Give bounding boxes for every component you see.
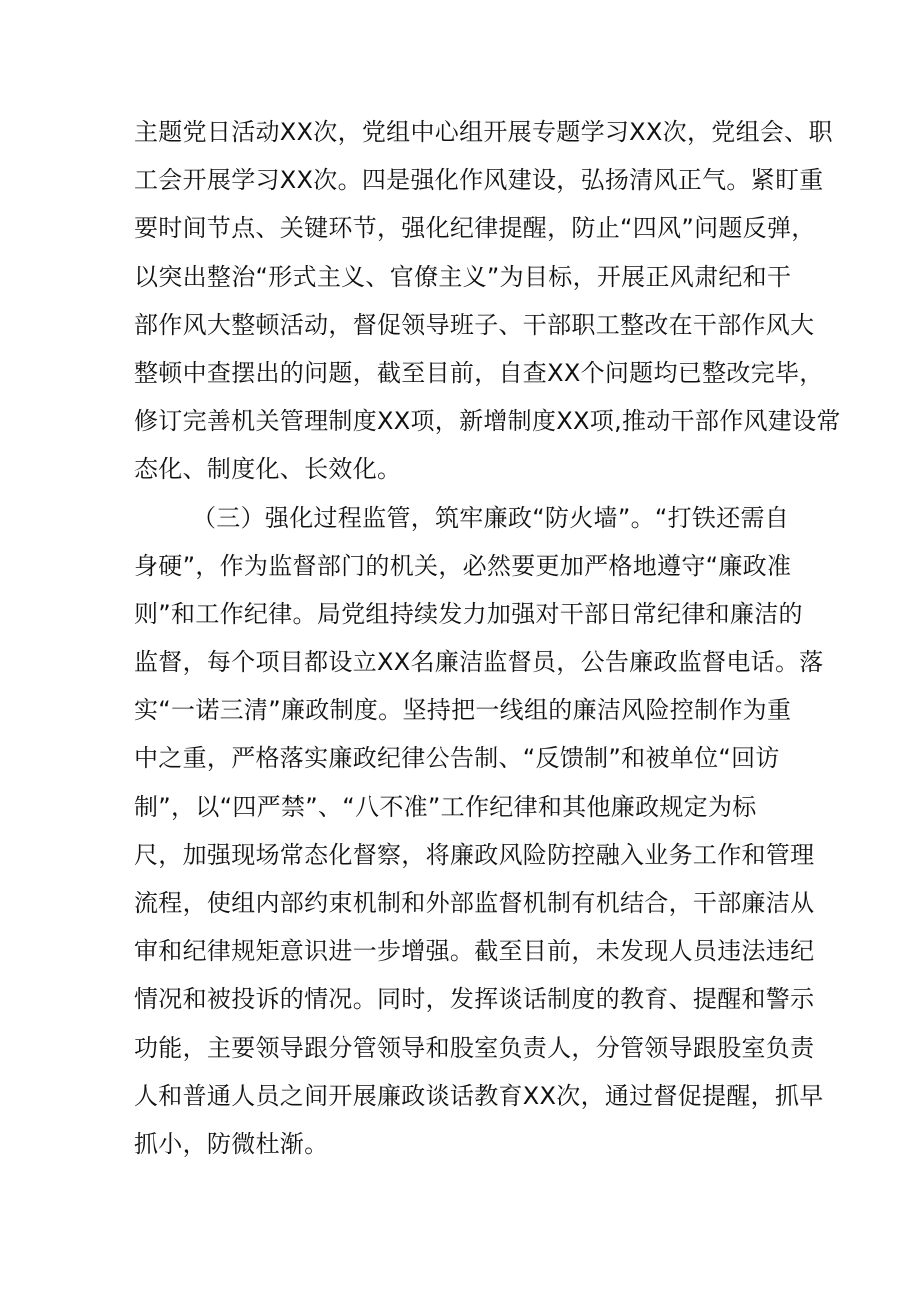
text-line: 制”，以“四严禁”、“八不准”工作纪律和其他廉政规定为标 [134, 792, 757, 821]
paragraph-process-supervision [134, 494, 824, 1169]
text-line: 实“一诺三清”廉政制度。坚持把一线组的廉洁风险控制作为重 [134, 696, 792, 725]
paragraph-work-style [134, 108, 841, 494]
text-line: 工会开展学习XX次。四是强化作风建设，弘扬清风正气。紧盯重 [134, 166, 824, 195]
text-line: 以突出整治“形式主义、官僚主义”为目标，开展正风肃纪和干 [134, 262, 792, 291]
text-line: 流程，使组内部约束机制和外部监督机制有机结合，干部廉洁从 [134, 889, 815, 917]
text-line: 中之重，严格落实廉政纪律公告制、“反馈制”和被单位“回访 [134, 744, 780, 773]
text-line: 修订完善机关管理制度XX项，新增制度XX项,推动干部作风建设常 [134, 407, 841, 436]
text-line: 审和纪律规矩意识进一步增强。截至目前，未发现人员违法违纪 [134, 937, 815, 966]
text-line: 主题党日活动XX次，党组中心组开展专题学习XX次，党组会、职 [134, 118, 833, 146]
text-line: 态化、制度化、长效化。 [134, 455, 402, 484]
text-line: 要时间节点、关键环节，强化纪律提醒，防止“四风”问题反弹， [134, 214, 816, 243]
text-line: 情况和被投诉的情况。同时，发挥谈话制度的教育、提醒和警示 [134, 985, 815, 1014]
text-line: 功能，主要领导跟分管领导和股室负责人，分管领导跟股室负责 [134, 1033, 815, 1062]
text-line: 尺，加强现场常态化督察，将廉政风险防控融入业务工作和管理 [134, 840, 815, 869]
section-heading-line: （三）强化过程监管，筑牢廉政“防火墙”。“打铁还需自 [192, 503, 790, 532]
text-line: 则”和工作纪律。局党组持续发力加强对干部日常纪律和廉洁的 [134, 599, 803, 628]
text-line: 人和普通人员之间开展廉政谈话教育XX次，通过督促提醒，抓早 [134, 1081, 824, 1110]
text-line: 整顿中查摆出的问题，截至目前，自查XX个问题均已整改完毕， [134, 358, 824, 387]
text-line: 部作风大整顿活动，督促领导班子、干部职工整改在干部作风大 [134, 310, 815, 339]
text-line: 监督，每个项目都设立XX名廉洁监督员，公告廉政监督电话。落 [134, 648, 824, 677]
document-body [134, 108, 841, 1168]
text-line: 抓小，防微杜渐。 [134, 1129, 329, 1158]
text-line: 身硬”，作为监督部门的机关，必然要更加严格地遵守“廉政准 [134, 551, 792, 580]
